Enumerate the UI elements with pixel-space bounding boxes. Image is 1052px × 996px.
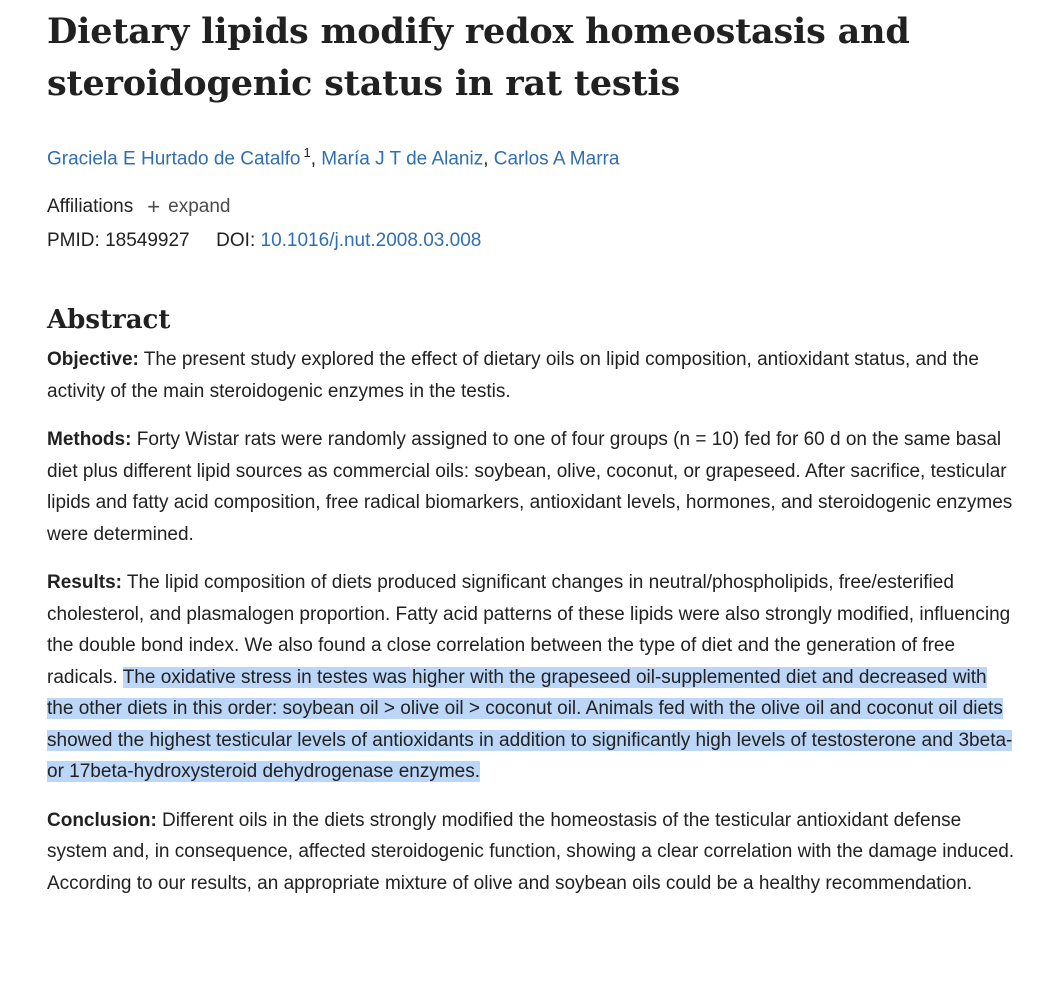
author-separator: ,: [310, 148, 316, 170]
affiliations-row: [47, 193, 1017, 221]
section-text: The lipid composition of diets produced significant changes in neutral/phospholipids, free/esterified cholesterol, and plasmalogen proportion. Fatty acid patterns of these lipids were also strongly modified, influencing the double bond index. We also found a close correlation between the type of diet and the generation of free radicals.: [47, 572, 1011, 688]
affiliations-label: Affiliations: [47, 196, 134, 218]
section-text: The present study explored the effect of dietary oils on lipid composition, antioxidant status, and the activity of the main steroidogenic enzymes in the testis.: [47, 349, 979, 402]
abstract-section-conclusion: [47, 805, 1017, 900]
section-label: Conclusion:: [47, 809, 157, 831]
abstract-heading: Abstract: [47, 305, 171, 336]
author-link[interactable]: María J T de Alaniz: [321, 148, 484, 170]
expand-affiliations-button[interactable]: [147, 193, 230, 221]
author-link[interactable]: Carlos A Marra: [493, 148, 620, 170]
author-link[interactable]: Graciela E Hurtado de Catalfo: [47, 148, 301, 170]
author-separator: ,: [483, 148, 489, 170]
abstract-body: [47, 344, 1017, 899]
pmid-label: PMID:: [47, 230, 100, 252]
article-title: Dietary lipids modify redox homeostasis and steroidogenic status in rat testis: [47, 11, 910, 104]
section-text: Forty Wistar rats were randomly assigned to one of four groups (n = 10) fed for 60 d on the same basal diet plus different lipid sources as commercial oils: soybean, olive, coconut, or grapeseed. After sacrifice, testicular lipids and fatty acid composition, free radical biomarkers, antioxidant levels, hormones, and steroidogenic enzymes were determined.: [47, 429, 1013, 545]
abstract-section-objective: [47, 344, 1017, 407]
doi-link[interactable]: 10.1016/j.nut.2008.03.008: [260, 230, 482, 252]
plus-icon: +: [147, 194, 161, 220]
author-list: [47, 139, 1017, 173]
expand-label: expand: [168, 196, 231, 218]
pmid-value: 18549927: [105, 230, 190, 252]
abstract-section-results: [47, 567, 1017, 788]
selected-text-highlight[interactable]: The oxidative stress in testes was higher with the grapeseed oil-supplemented diet and decreased with the other diets in this order: soybean oil > olive oil > coconut oil. Animals fed with the olive oil and coconut oil diets showed the highest testicular levels of antioxidants in addition to significantly high levels of testosterone and 3beta- or 17beta-hydroxysteroid dehydrogenase enzymes.: [47, 666, 1013, 783]
abstract-section-methods: [47, 424, 1017, 550]
section-label: Methods:: [47, 429, 132, 451]
section-label: Objective:: [47, 349, 139, 371]
section-text: Different oils in the diets strongly modified the homeostasis of the testicular antioxidant defense system and, in consequence, affected steroidogenic function, showing a clear correlation with the damage induced. According to our results, an appropriate mixture of olive and soybean oils could be a healthy recommendation.: [47, 809, 1015, 894]
section-label: Results:: [47, 572, 122, 594]
doi-label: DOI:: [216, 230, 256, 252]
affiliation-ref[interactable]: 1: [303, 145, 311, 160]
identifiers-row: [47, 227, 1017, 255]
